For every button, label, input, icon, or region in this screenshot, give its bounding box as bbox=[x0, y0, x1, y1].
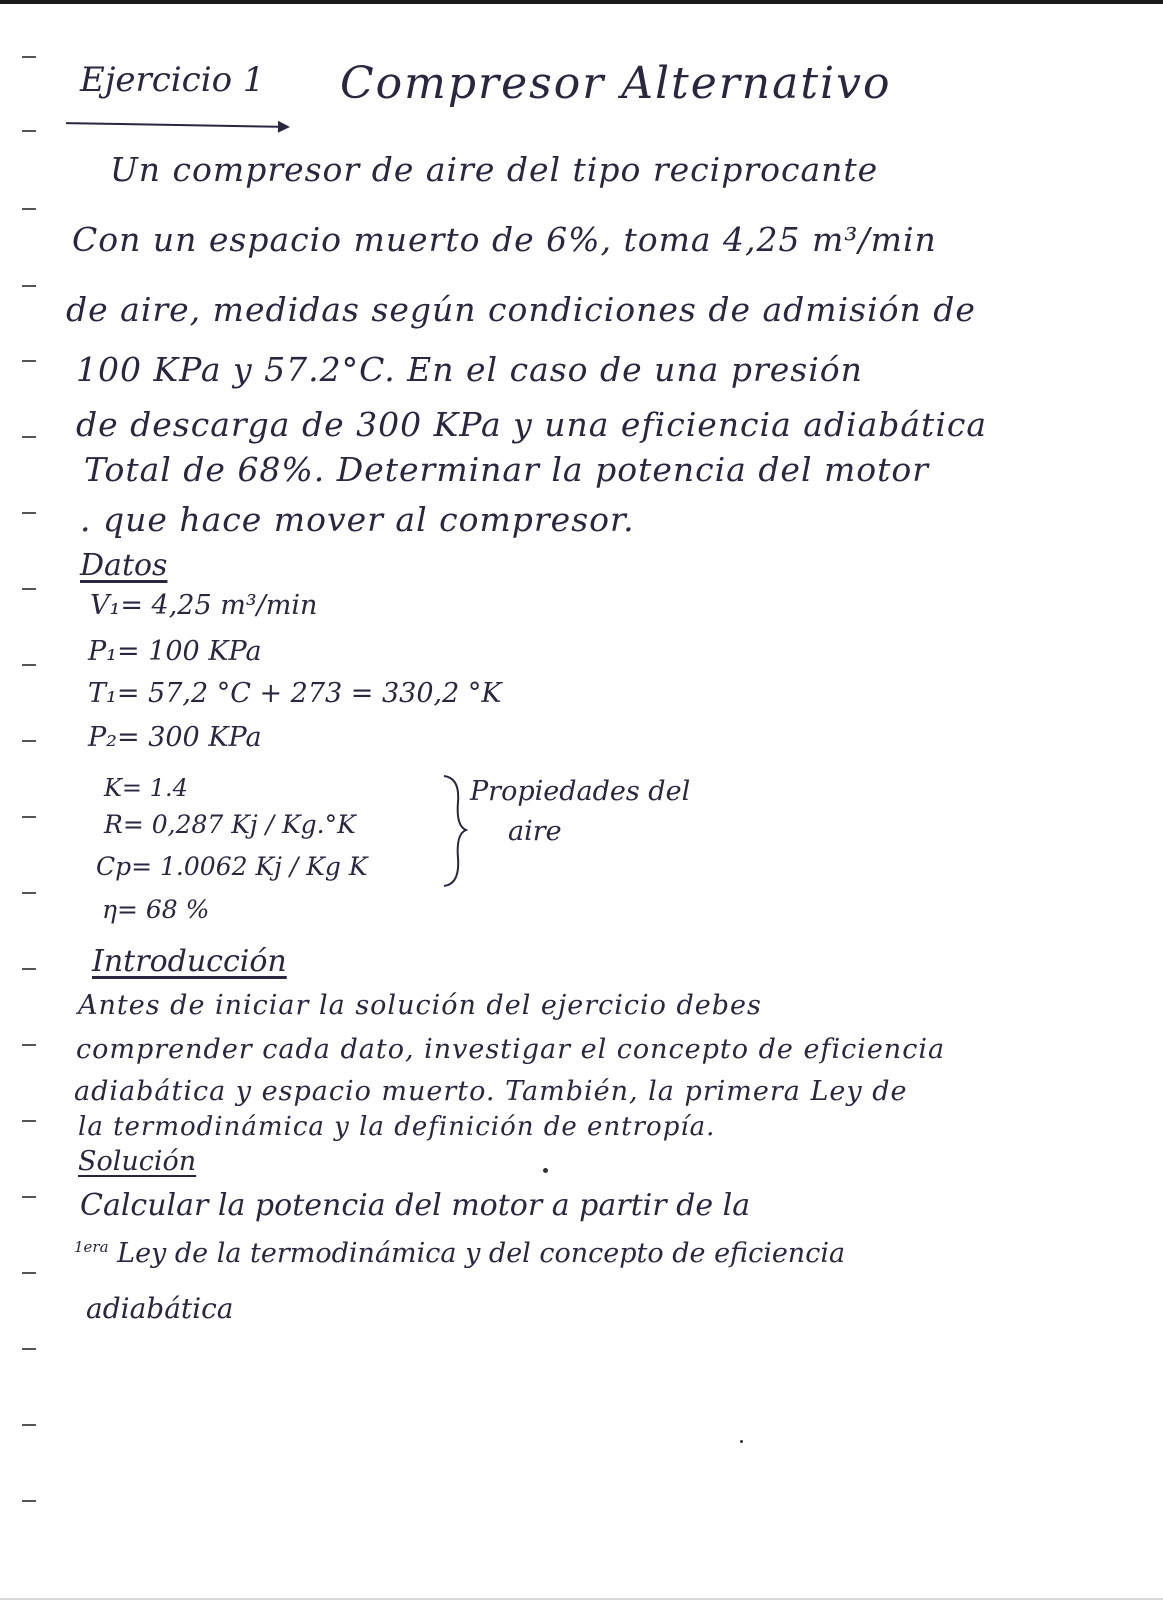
statement-line: Un compresor de aire del tipo reciprocante bbox=[110, 150, 879, 189]
margin-tick bbox=[22, 436, 36, 438]
intro-line: adiabática y espacio muerto. También, la primera Ley de bbox=[74, 1076, 908, 1107]
statement-line: de descarga de 300 KPa y una eficiencia adiabática bbox=[76, 405, 988, 444]
page-title: Compresor Alternativo bbox=[340, 58, 892, 109]
introduccion-heading: Introducción bbox=[92, 944, 287, 979]
margin-tick bbox=[22, 1424, 36, 1426]
margin-tick bbox=[22, 588, 36, 590]
ink-dot bbox=[543, 1168, 548, 1173]
page-top-edge bbox=[0, 0, 1163, 4]
margin-tick bbox=[22, 208, 36, 210]
margin-tick bbox=[22, 1196, 36, 1198]
ink-dot bbox=[740, 1440, 743, 1443]
title-underline-arrow bbox=[66, 122, 288, 128]
margin-tick bbox=[22, 1348, 36, 1350]
exercise-label: Ejercicio 1 bbox=[80, 60, 265, 100]
margin-tick bbox=[22, 1120, 36, 1122]
margin-tick bbox=[22, 664, 36, 666]
datum-cp: Cp= 1.0062 Kj / Kg K bbox=[96, 852, 368, 881]
solution-line bbox=[74, 1238, 845, 1269]
datum-r: R= 0,287 Kj / Kg.°K bbox=[104, 810, 356, 839]
solution-line: Calcular la potencia del motor a partir de la bbox=[80, 1188, 751, 1223]
margin-tick bbox=[22, 56, 36, 58]
margin-tick bbox=[22, 1272, 36, 1274]
statement-line: de aire, medidas según condiciones de admisión de bbox=[66, 290, 976, 329]
statement-line: . que hace mover al compresor. bbox=[80, 500, 635, 539]
margin-tick bbox=[22, 1500, 36, 1502]
margin-tick bbox=[22, 892, 36, 894]
datum-efficiency: η= 68 % bbox=[102, 895, 210, 924]
solucion-heading: Solución bbox=[78, 1146, 197, 1177]
solution-line: adiabática bbox=[86, 1292, 234, 1325]
datum-k: K= 1.4 bbox=[104, 774, 188, 802]
datos-heading: Datos bbox=[80, 548, 168, 583]
datum-p1: P₁= 100 KPa bbox=[88, 636, 262, 667]
air-properties-label: Propiedades del bbox=[470, 776, 691, 807]
margin-tick bbox=[22, 816, 36, 818]
margin-tick bbox=[22, 285, 36, 287]
datum-t1: T₁= 57,2 °C + 273 = 330,2 °K bbox=[88, 678, 502, 709]
margin-tick bbox=[22, 512, 36, 514]
statement-line: Con un espacio muerto de 6%, toma 4,25 m³/min bbox=[72, 220, 937, 259]
margin-tick bbox=[22, 130, 36, 132]
datum-p2: P₂= 300 KPa bbox=[88, 722, 262, 753]
curly-brace bbox=[440, 772, 468, 890]
air-properties-label: aire bbox=[508, 816, 562, 847]
statement-line: 100 KPa y 57.2°C. En el caso de una presión bbox=[76, 350, 863, 389]
margin-tick bbox=[22, 360, 36, 362]
intro-line: Antes de iniciar la solución del ejercicio debes bbox=[78, 990, 762, 1021]
intro-line: la termodinámica y la definición de entropía. bbox=[78, 1112, 716, 1142]
margin-tick bbox=[22, 968, 36, 970]
margin-tick bbox=[22, 740, 36, 742]
intro-line: comprender cada dato, investigar el concepto de eficiencia bbox=[76, 1034, 946, 1065]
margin-tick bbox=[22, 1044, 36, 1046]
statement-line: Total de 68%. Determinar la potencia del motor bbox=[84, 450, 930, 489]
solution-line-text: Ley de la termodinámica y del concepto de eficiencia bbox=[117, 1238, 846, 1269]
datum-v1: V₁= 4,25 m³/min bbox=[90, 590, 318, 621]
ordinal-superscript: 1era bbox=[74, 1238, 109, 1256]
